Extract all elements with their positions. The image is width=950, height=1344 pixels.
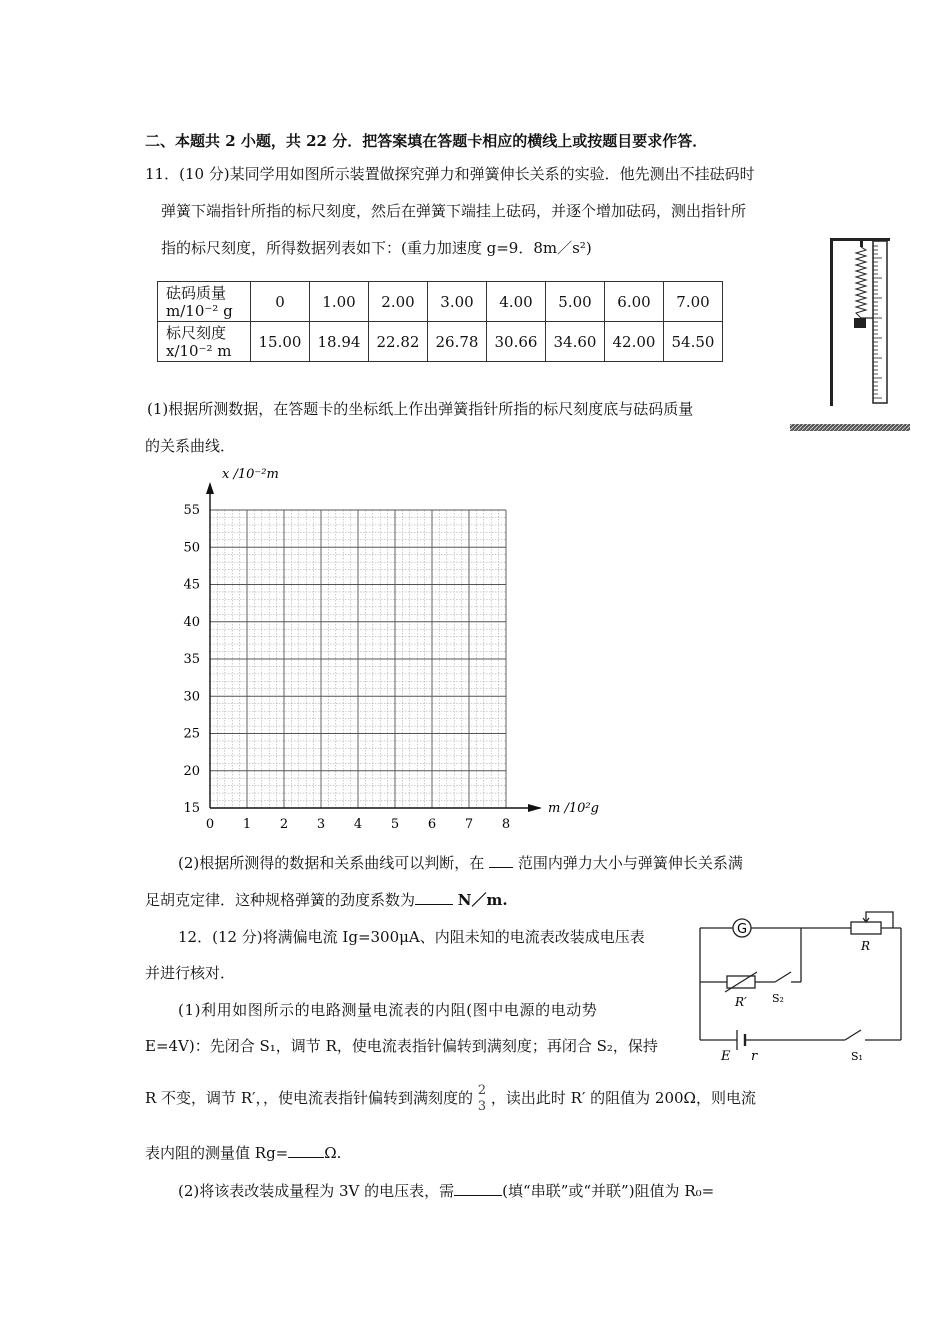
q11-part2-line2: 足胡克定律．这种规格弹簧的劲度系数为 N／m. <box>145 891 508 909</box>
resistor-r-label: R <box>861 939 871 953</box>
galvanometer-label: G <box>736 922 748 937</box>
table-cell: 6.00 <box>605 282 664 322</box>
table-cell: 22.82 <box>369 322 428 362</box>
x-tick-label: 0 <box>205 817 215 832</box>
table-row <box>158 282 723 322</box>
y-tick-label: 55 <box>183 503 200 518</box>
section-header: 二、本题共 2 小题，共 22 分．把答案填在答题卡相应的横线上或按题目要求作答． <box>145 132 708 150</box>
table-row <box>158 322 723 362</box>
row-header-mass: 砝码质量 m/10⁻² g <box>158 282 251 322</box>
q12-line5: R 不变，调节 R′，，使电流表指针偏转到满刻度的 2 3 ，读出此时 R′ 的阻值为 200Ω，则电流 <box>145 1083 756 1114</box>
resistor-rprime-label: R′ <box>735 995 747 1009</box>
q11-part1-line1: (1)根据所测数据，在答题卡的坐标纸上作出弹簧指针所指的标尺刻度底与砝码质量 <box>147 400 694 418</box>
q12-line2: 并进行核对． <box>145 964 236 982</box>
q11-line2: 弹簧下端指针所指的标尺刻度，然后在弹簧下端挂上砝码，并逐个增加砝码，测出指针所 <box>161 202 747 220</box>
y-axis-label: x /10⁻²m <box>222 467 279 482</box>
circuit-diagram <box>695 910 907 1070</box>
table-cell: 0 <box>251 282 310 322</box>
q11-part1-line2: 的关系曲线． <box>145 437 236 455</box>
battery-e-label: E <box>721 1049 731 1064</box>
data-table <box>157 281 723 362</box>
answer-blank-connection[interactable] <box>454 1181 502 1196</box>
x-tick-label: 2 <box>279 817 289 832</box>
x-tick-label: 5 <box>390 817 400 832</box>
table-cell: 1.00 <box>310 282 369 322</box>
y-tick-label: 50 <box>183 540 200 556</box>
y-tick-label: 40 <box>183 614 200 630</box>
x-axis-label: m /10²g <box>548 801 599 816</box>
q11-part2-line1: (2)根据所测得的数据和关系曲线可以判断，在 范围内弹力大小与弹簧伸长关系满 <box>178 854 743 872</box>
y-axis-arrow <box>206 482 214 494</box>
x-tick-label: 1 <box>242 817 252 832</box>
switch-s2-label: S₂ <box>772 992 784 1005</box>
table-cell: 42.00 <box>605 322 664 362</box>
table-cell: 3.00 <box>428 282 487 322</box>
table-cell: 5.00 <box>546 282 605 322</box>
x-axis-arrow <box>528 804 542 812</box>
fraction-two-thirds: 2 3 <box>477 1083 487 1114</box>
y-tick-label: 15 <box>183 801 200 816</box>
x-tick-label: 3 <box>316 817 326 832</box>
x-tick-label: 7 <box>464 817 474 832</box>
switch-s1-label: S₁ <box>851 1050 863 1063</box>
graph-paper-chart <box>170 462 610 842</box>
table-cell: 54.50 <box>664 322 723 362</box>
answer-blank-rg[interactable] <box>288 1143 324 1158</box>
x-tick-label: 6 <box>427 817 437 832</box>
q12-line1: 12．(12 分)将满偏电流 Ig=300μA、内阻未知的电流表改装成电压表 <box>178 928 645 946</box>
y-tick-label: 25 <box>183 726 200 742</box>
y-tick-label: 35 <box>183 652 200 667</box>
q12-line7: (2)将该表改装成量程为 3V 的电压表，需 (填“串联”或“并联”)阻值为 R₀= <box>178 1182 715 1200</box>
q11-line1: 11．(10 分)某同学用如图所示装置做探究弹力和弹簧伸长关系的实验．他先测出不挂砝码时 <box>145 165 755 183</box>
table-cell: 2.00 <box>369 282 428 322</box>
table-cell: 30.66 <box>487 322 546 362</box>
table-cell: 4.00 <box>487 282 546 322</box>
q12-line3: (1)利用如图所示的电路测量电流表的内阻(图中电源的电动势 <box>178 1001 598 1019</box>
table-cell: 26.78 <box>428 322 487 362</box>
x-tick-label: 8 <box>501 817 511 832</box>
table-cell: 34.60 <box>546 322 605 362</box>
y-tick-label: 45 <box>183 577 200 593</box>
answer-blank-stiffness[interactable] <box>415 890 453 905</box>
x-tick-label: 4 <box>353 817 363 832</box>
answer-blank-range[interactable] <box>489 853 513 868</box>
table-cell: 18.94 <box>310 322 369 362</box>
table-cell: 15.00 <box>251 322 310 362</box>
spring-apparatus-figure <box>790 238 910 434</box>
battery-r-label: r <box>751 1049 758 1064</box>
q12-line6: 表内阻的测量值 Rg= Ω. <box>145 1144 342 1162</box>
y-tick-label: 30 <box>183 689 200 705</box>
y-tick-label: 20 <box>183 763 200 779</box>
q12-line4: E=4V)：先闭合 S₁，调节 R，使电流表指针偏转到满刻度；再闭合 S₂，保持 <box>145 1037 658 1055</box>
q11-line3: 指的标尺刻度，所得数据列表如下：(重力加速度 g=9．8m／s²) <box>161 239 592 257</box>
row-header-scale: 标尺刻度 x/10⁻² m <box>158 322 251 362</box>
table-cell: 7.00 <box>664 282 723 322</box>
